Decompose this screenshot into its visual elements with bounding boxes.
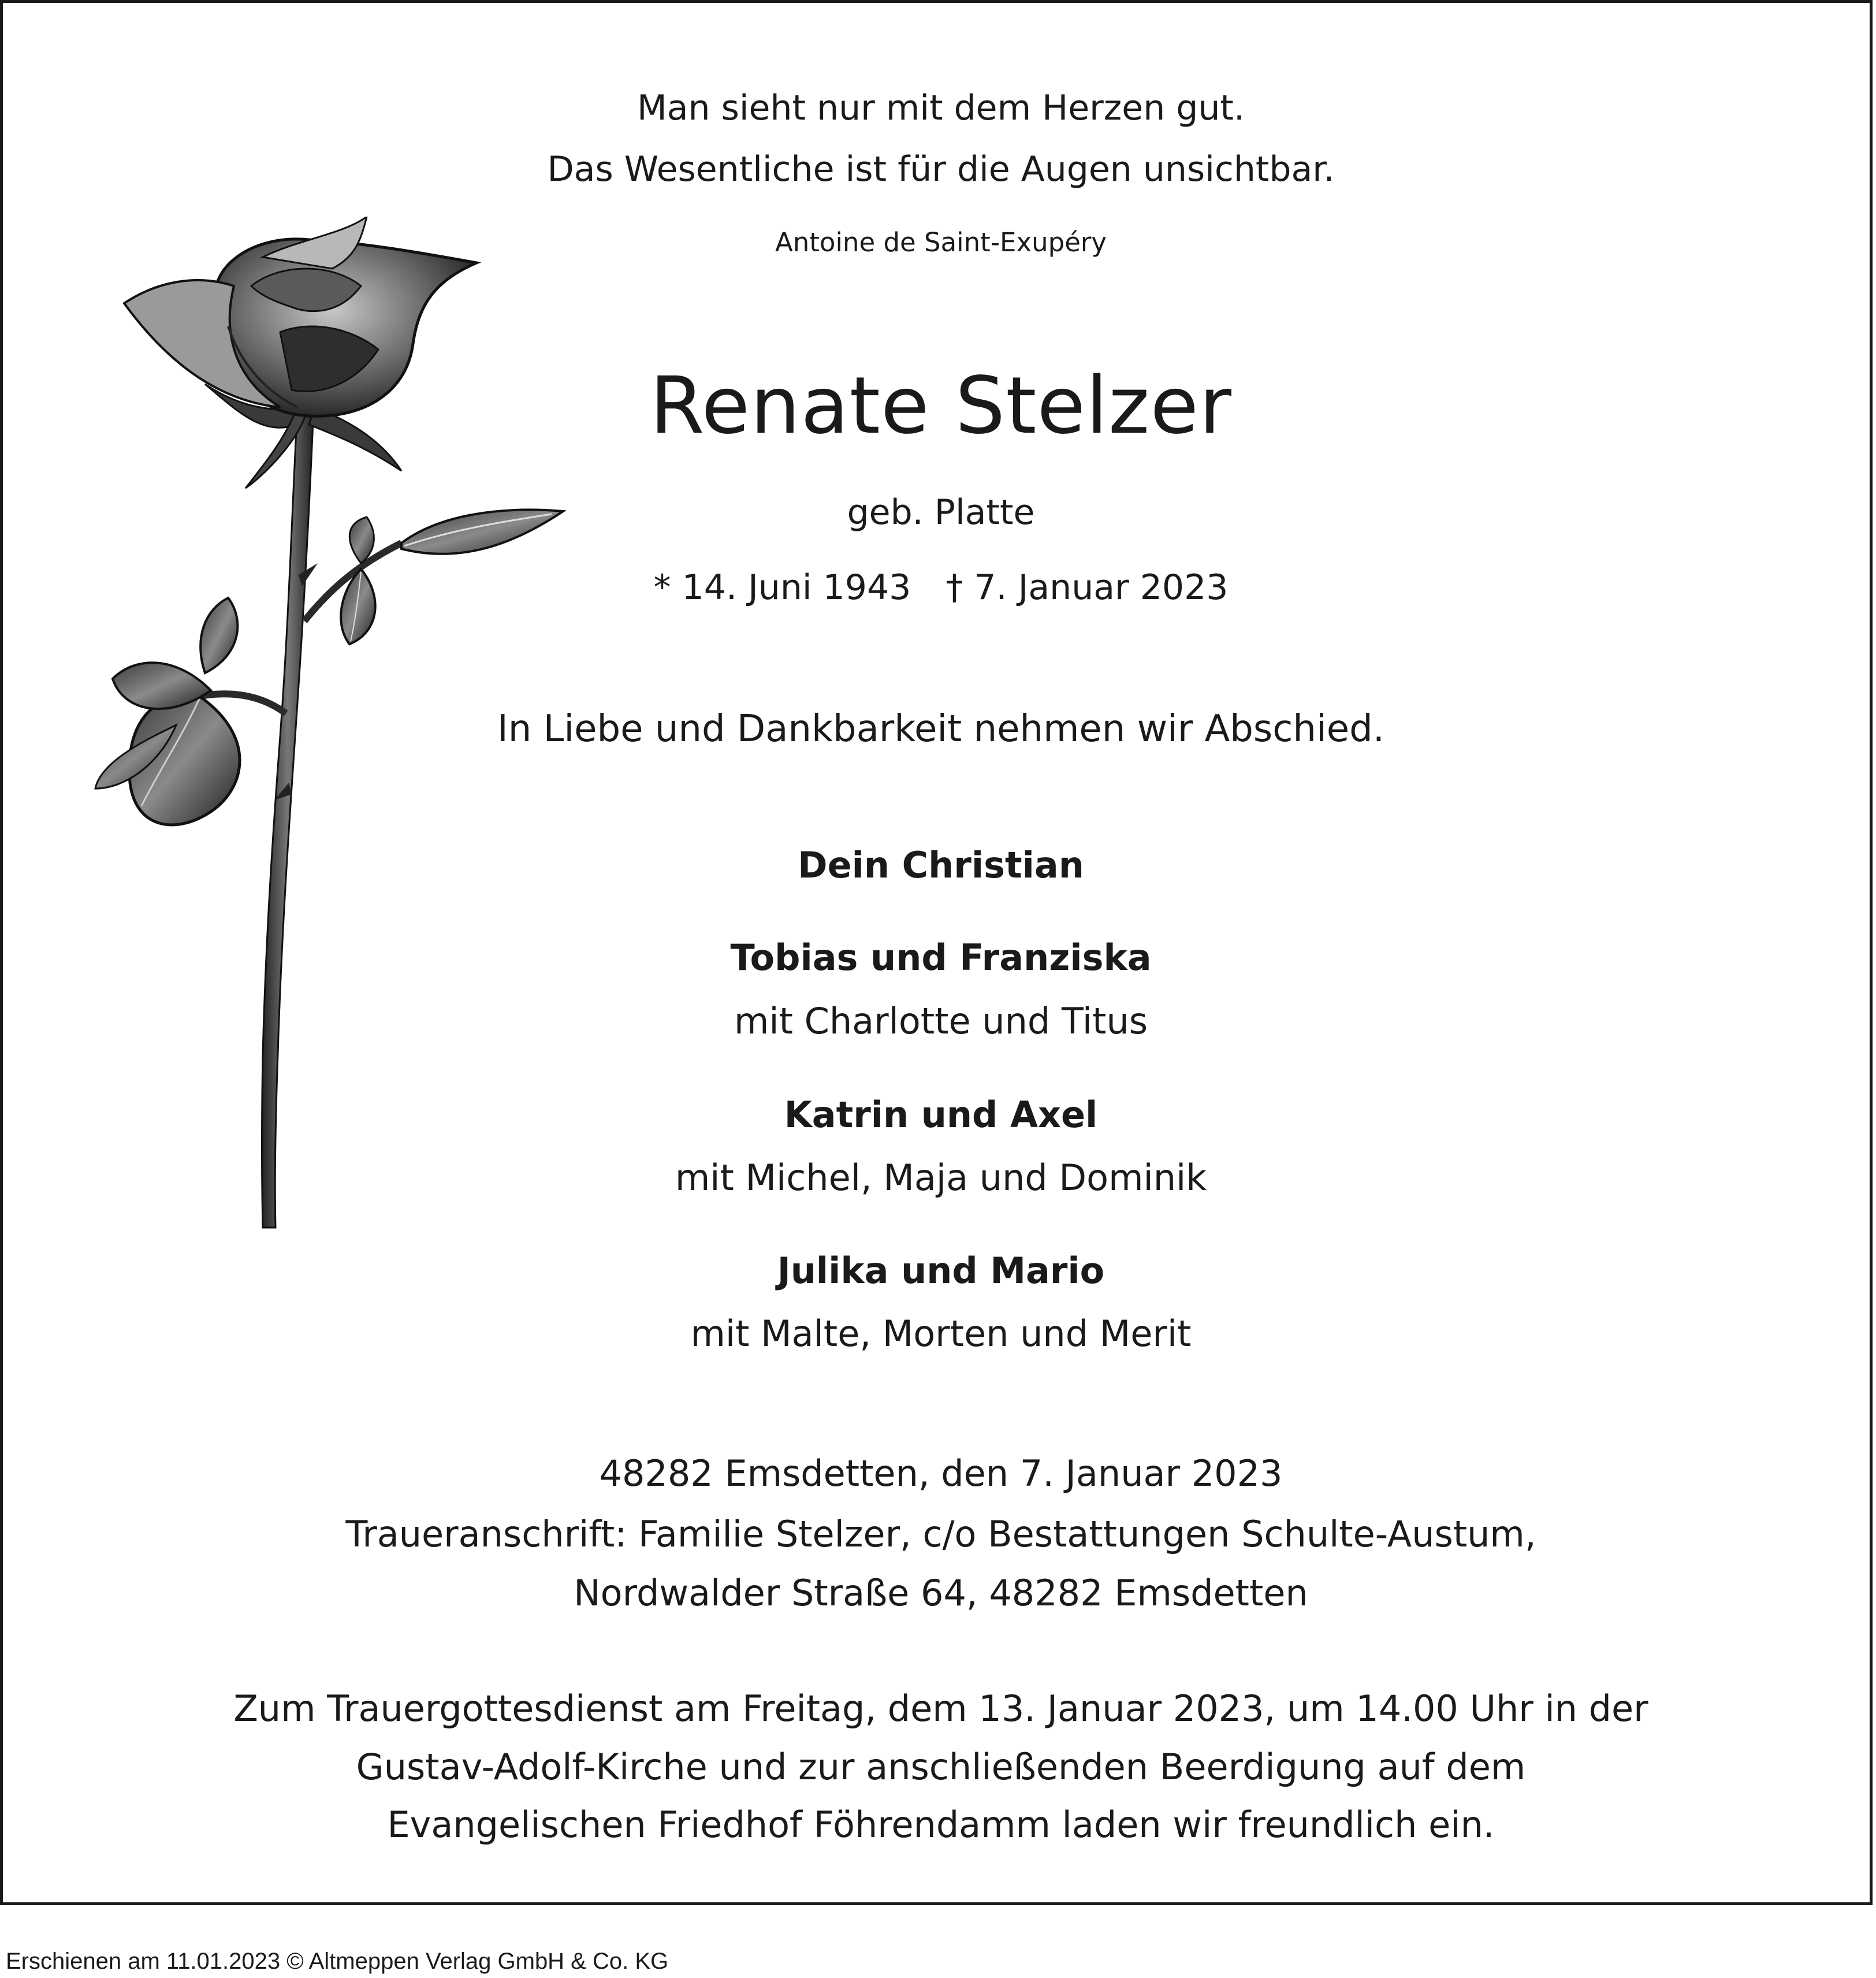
mourner-3-primary: Katrin und Axel	[784, 1094, 1098, 1136]
birth-date: * 14. Juni 1943	[653, 567, 911, 608]
life-dates	[3, 567, 1876, 608]
service-line-3: Evangelischen Friedhof Föhrendamm laden wir freundlich ein.	[387, 1804, 1495, 1846]
place-date: 48282 Emsdetten, den 7. Januar 2023	[599, 1452, 1283, 1494]
mourner-3-secondary: mit Michel, Maja und Dominik	[675, 1157, 1207, 1199]
address-line-1: Traueranschrift: Familie Stelzer, c/o Bestattungen Schulte-Austum,	[345, 1513, 1536, 1555]
quote-line-1: Man sieht nur mit dem Herzen gut.	[636, 88, 1245, 128]
mourner-2-primary: Tobias und Franziska	[730, 936, 1152, 979]
mourner-2-secondary: mit Charlotte und Titus	[734, 1000, 1148, 1042]
mourner-4-primary: Julika und Mario	[777, 1250, 1105, 1292]
farewell-text: In Liebe und Dankbarkeit nehmen wir Abschied.	[497, 708, 1385, 750]
maiden-name: geb. Platte	[847, 492, 1035, 533]
mourner-1-primary: Dein Christian	[798, 844, 1084, 886]
quote-line-2: Das Wesentliche ist für die Augen unsichtbar.	[547, 149, 1335, 189]
service-line-2: Gustav-Adolf-Kirche und zur anschließenden Beerdigung auf dem	[356, 1746, 1526, 1788]
deceased-name: Renate Stelzer	[650, 360, 1232, 452]
death-date: † 7. Januar 2023	[946, 567, 1229, 608]
mourner-4-secondary: mit Malte, Morten und Merit	[690, 1313, 1192, 1355]
address-line-2: Nordwalder Straße 64, 48282 Emsdetten	[574, 1572, 1308, 1614]
publication-footer: Erschienen am 11.01.2023 © Altmeppen Verlag GmbH & Co. KG	[6, 1949, 669, 1974]
service-line-1: Zum Trauergottesdienst am Freitag, dem 13. Januar 2023, um 14.00 Uhr in der	[233, 1687, 1648, 1730]
quote-author: Antoine de Saint-Exupéry	[775, 227, 1107, 258]
